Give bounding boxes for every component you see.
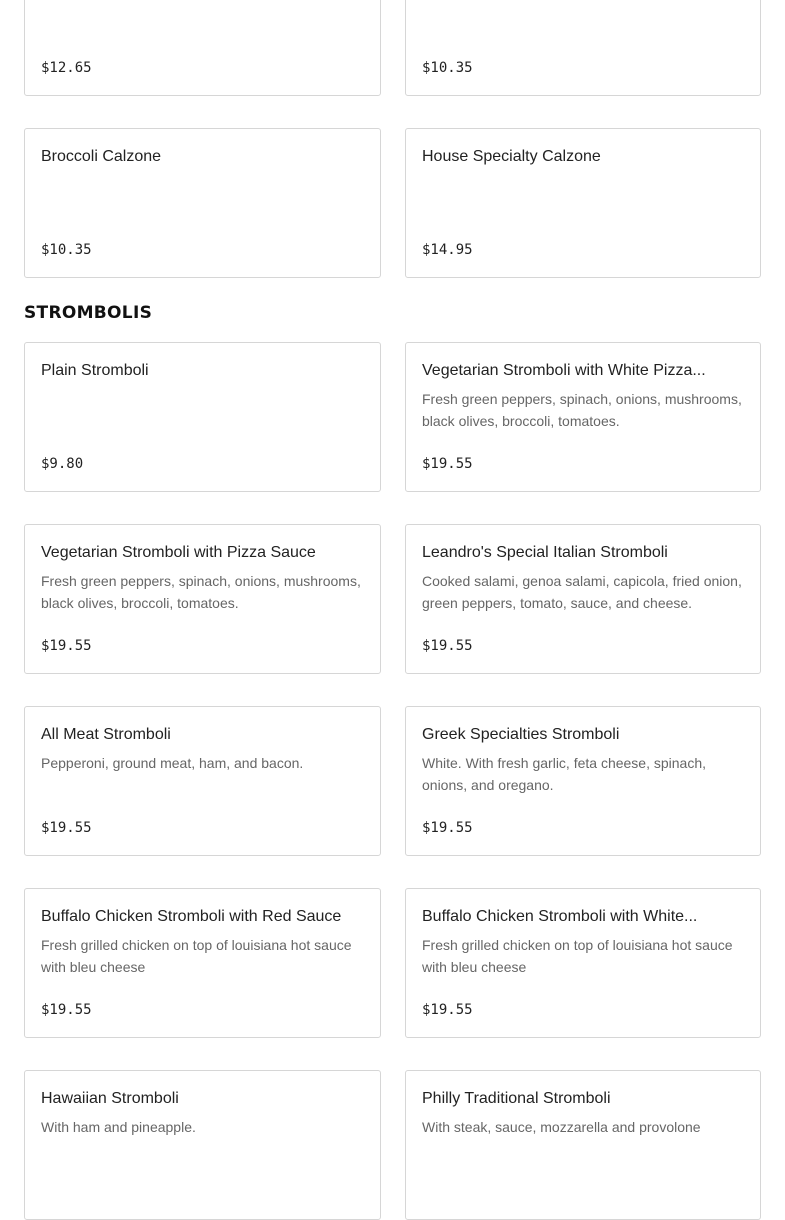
menu-item-card[interactable] [405,128,761,278]
menu-item-card[interactable] [24,1070,381,1220]
item-description: Fresh grilled chicken on top of louisiana hot sauce with bleu cheese [41,937,352,975]
menu-item-card[interactable] [405,1070,761,1220]
item-name: Plain Stromboli [41,362,149,379]
menu-item-card[interactable] [405,342,761,492]
menu-item-card[interactable] [405,706,761,856]
item-price: $12.65 [41,60,92,76]
item-name: House Specialty Calzone [422,148,601,165]
item-description: Cooked salami, genoa salami, capicola, fried onion, green peppers, tomato, sauce, and cheese. [422,573,742,611]
item-price: $19.55 [41,820,92,836]
item-description: With ham and pineapple. [41,1119,196,1135]
item-description: Fresh green peppers, spinach, onions, mushrooms, black olives, broccoli, tomatoes. [41,573,361,611]
item-description: Fresh green peppers, spinach, onions, mushrooms, black olives, broccoli, tomatoes. [422,391,742,429]
item-price: $10.35 [422,60,473,76]
item-description: With steak, sauce, mozzarella and provolone [422,1119,701,1135]
item-name: Vegetarian Stromboli with Pizza Sauce [41,544,316,561]
item-name: Greek Specialties Stromboli [422,726,620,743]
menu-item-card[interactable] [24,342,381,492]
item-name: Vegetarian Stromboli with White Pizza... [422,362,706,379]
item-price: $19.55 [422,456,473,472]
item-description: White. With fresh garlic, feta cheese, spinach, onions, and oregano. [422,755,707,793]
menu-item-card[interactable] [405,524,761,674]
menu-item-card[interactable] [405,888,761,1038]
menu-item-card[interactable] [24,128,381,278]
item-name: Leandro's Special Italian Stromboli [422,544,668,561]
menu-item-card[interactable] [24,888,381,1038]
item-price: $10.35 [41,242,92,258]
item-name: Hawaiian Stromboli [41,1090,179,1107]
menu-item-card[interactable] [24,0,381,96]
item-price: $14.95 [422,242,473,258]
item-price: $19.55 [422,638,473,654]
item-price: $9.80 [41,456,84,472]
section-heading-strombolis: STROMBOLIS [24,303,153,323]
item-name: Broccoli Calzone [41,148,162,165]
item-name: Philly Traditional Stromboli [422,1090,611,1107]
item-price: $19.55 [41,638,92,654]
item-name: Buffalo Chicken Stromboli with Red Sauce [41,908,342,925]
item-description: Pepperoni, ground meat, ham, and bacon. [41,755,304,771]
item-price: $19.55 [422,1002,473,1018]
item-price: $19.55 [422,820,473,836]
menu-item-card[interactable] [24,524,381,674]
item-price: $19.55 [41,1002,92,1018]
item-name: All Meat Stromboli [41,726,171,743]
item-name: Buffalo Chicken Stromboli with White... [422,908,698,925]
menu-item-card[interactable] [405,0,761,96]
item-description: Fresh grilled chicken on top of louisiana hot sauce with bleu cheese [422,937,733,975]
menu-item-card[interactable] [24,706,381,856]
